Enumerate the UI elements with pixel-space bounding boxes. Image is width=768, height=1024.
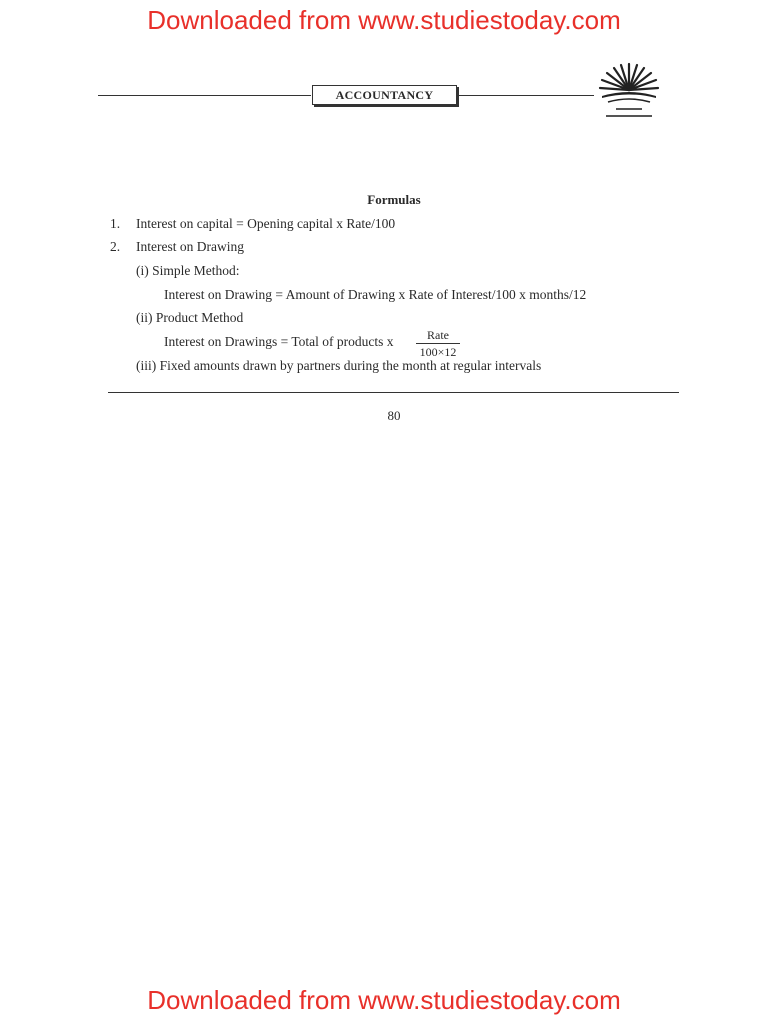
heading-interest-on-drawing: Interest on Drawing xyxy=(136,239,244,254)
header-rule-right xyxy=(458,95,594,96)
formula-product-method: Interest on Drawings = Total of products x xyxy=(164,334,394,349)
subject-title-box: ACCOUNTANCY xyxy=(312,85,457,105)
kendriya-vidyalaya-logo-icon xyxy=(596,60,662,122)
label-product-method: (ii) Product Method xyxy=(136,310,244,325)
item-number-2: 2. xyxy=(110,239,121,254)
label-fixed-amounts: (iii) Fixed amounts drawn by partners during the month at regular intervals xyxy=(136,358,542,373)
footer-rule xyxy=(108,392,679,393)
header-rule-left xyxy=(98,95,311,96)
watermark-top: Downloaded from www.studiestoday.com xyxy=(147,5,621,35)
section-title: Formulas xyxy=(367,192,421,207)
fraction-numerator: Rate xyxy=(416,328,460,344)
watermark-bottom: Downloaded from www.studiestoday.com xyxy=(147,985,621,1015)
fraction-denominator: 100×12 xyxy=(419,345,457,359)
formula-simple-method: Interest on Drawing = Amount of Drawing x Rate of Interest/100 x months/12 xyxy=(164,287,587,302)
formula-interest-on-capital: Interest on capital = Opening capital x Rate/100 xyxy=(136,216,396,231)
label-simple-method: (i) Simple Method: xyxy=(136,263,240,278)
item-number-1: 1. xyxy=(110,216,121,231)
fraction-rate-over-100x12 xyxy=(416,328,460,359)
page-number: 80 xyxy=(387,408,401,423)
